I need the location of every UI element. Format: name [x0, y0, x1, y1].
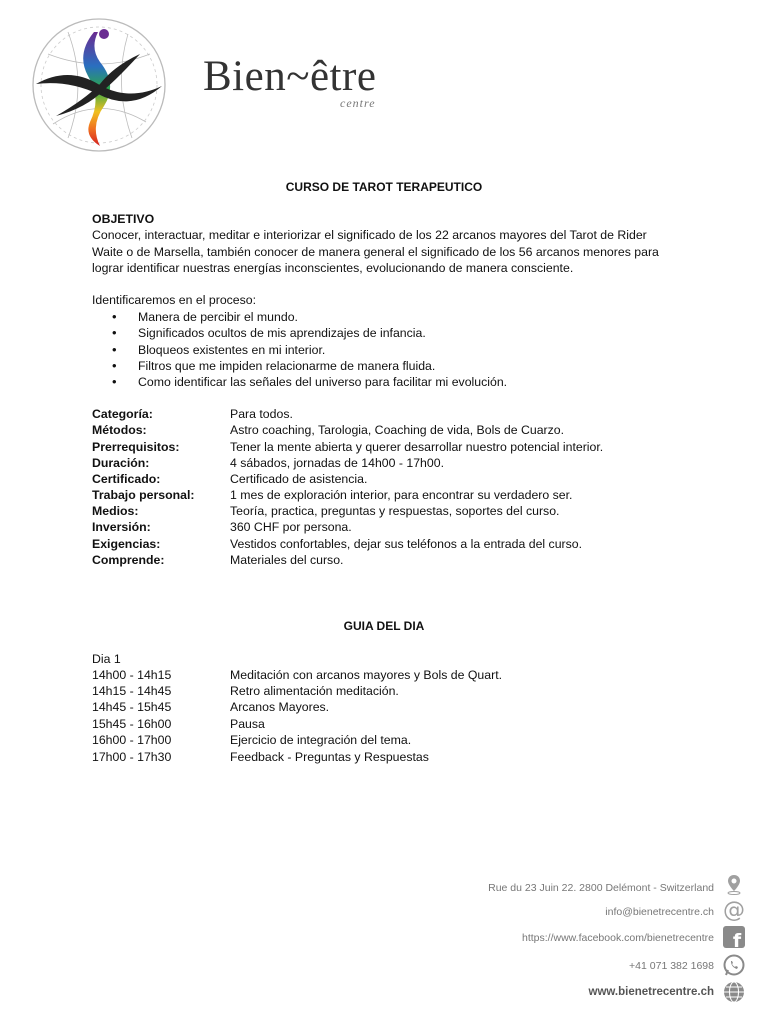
- at-sign-icon: [722, 898, 746, 922]
- footer-website[interactable]: www.bienetrecentre.ch: [588, 986, 714, 998]
- footer-phone: +41 071 382 1698: [629, 960, 714, 972]
- bullet-icon: •: [112, 309, 117, 324]
- globe-icon: [722, 980, 746, 1004]
- list-item: • Como identificar las señales del universo para facilitar mi evolución.: [112, 374, 508, 390]
- bullet-icon: •: [112, 341, 117, 357]
- footer-facebook[interactable]: https://www.facebook.com/bienetrecentre: [521, 932, 714, 944]
- process-intro: Identificaremos en el proceso:: [92, 293, 257, 307]
- objetivo-line: Waite o de Marsella, también conocer de manera general el significado de los 56 arcanos menores para: [92, 244, 659, 259]
- brand-name: Bien~être: [203, 53, 377, 100]
- bullet-icon: •: [112, 374, 117, 390]
- objetivo-line: Conocer, interactuar, meditar e interiorizar el significado de los 22 arcanos mayores del Tarot de Rider: [92, 228, 647, 242]
- bullet-icon: •: [112, 357, 117, 373]
- guide-title: GUIA DEL DIA: [343, 619, 425, 633]
- footer-email[interactable]: info@bienetrecentre.ch: [605, 906, 714, 918]
- list-item: • Manera de percibir el mundo.: [112, 309, 298, 324]
- brand-subtitle: centre: [340, 96, 376, 110]
- whatsapp-icon: [722, 953, 746, 977]
- brand-logo: [28, 14, 170, 156]
- objetivo-heading: OBJETIVO: [92, 212, 155, 226]
- svg-text:@: @: [723, 898, 745, 922]
- svg-text:f: f: [732, 930, 742, 949]
- objetivo-text: [92, 227, 692, 277]
- document-title: CURSO DE TAROT TERAPEUTICO: [285, 180, 483, 194]
- process-list: [92, 309, 507, 390]
- bullet-icon: •: [112, 325, 117, 341]
- list-item: • Filtros que me impiden relacionarme de manera fluida.: [112, 357, 436, 373]
- footer-address: Rue du 23 Juin 22. 2800 Delémont - Switzerland: [488, 882, 714, 894]
- location-pin-icon: [722, 872, 746, 896]
- objetivo-line: lograr identificar nuestras energías inconscientes, evolucionando de manera consciente.: [92, 261, 574, 275]
- facebook-icon: [722, 925, 746, 949]
- list-item: • Bloqueos existentes en mi interior.: [112, 341, 326, 357]
- list-item: • Significados ocultos de mis aprendizajes de infancia.: [112, 325, 426, 341]
